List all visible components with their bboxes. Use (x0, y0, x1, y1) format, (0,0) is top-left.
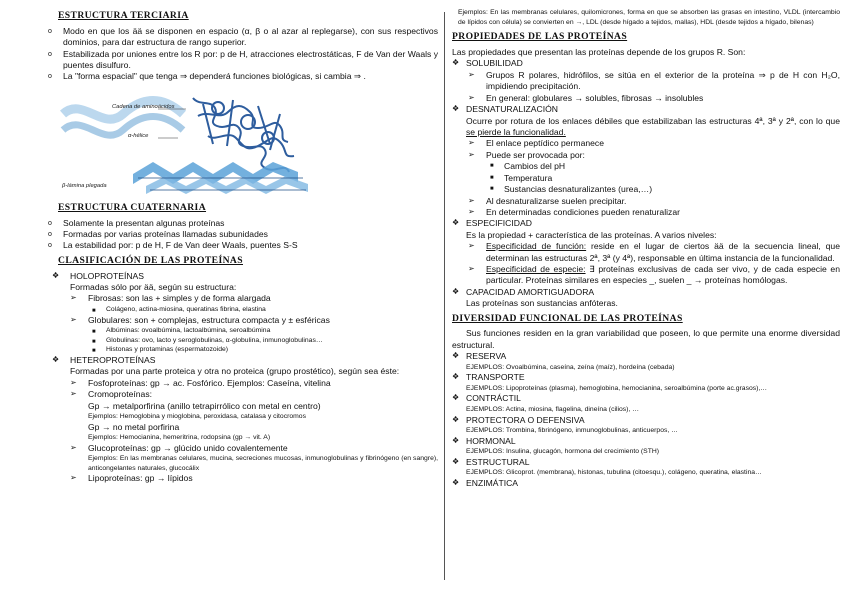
propiedades-intro: Las propiedades que presentan las proteínas depende de los grupos R. Son: (452, 47, 746, 58)
cromo-line: Gp → no metal porfirina (88, 421, 180, 432)
arrow-bullet-icon: ➢ (70, 314, 77, 324)
arrow-bullet-icon: ➢ (468, 206, 475, 216)
arrow-bullet-icon: ➢ (468, 149, 475, 159)
function-example: EJEMPLOS: Glicoprot. (membrana), histonas, tubulina (citoesqu.), colágeno, queratina, elastina… (466, 469, 762, 477)
desnaturalizacion-intro: Ocurre por rotura de los enlaces débiles que estabilizaban las estructuras 4ª, 3ª y 2ª, con lo que se pierde la funcionalidad. (466, 115, 840, 137)
list-item: ➢ El enlace peptídico permanece (468, 138, 605, 149)
cromo-line: Ejemplos: Hemocianina, hemeritrina, rodopsina (gp → vit. A) (88, 434, 271, 442)
heading-cuaternaria: ESTRUCTURA CUATERNARIA (58, 201, 207, 213)
gluco-examples: Ejemplos: En las membranas celulares, mucina, secreciones mucosas, inmunoglobulinas y fibrinógeno (en sangre), anticongelantes naturales, glucocálix (88, 455, 438, 472)
function-example: EJEMPLOS: Insulina, glucagón, hormona del crecimiento (STH) (466, 448, 660, 455)
diamond-bullet-icon: ❖ (452, 58, 460, 68)
diamond-bullet-icon: ❖ (52, 354, 60, 364)
list-item: ➢ Fibrosas: son las + simples y de forma alargada (70, 293, 271, 304)
diamond-bullet-icon: ❖ (452, 477, 460, 487)
heading-propiedades: PROPIEDADES DE LAS PROTEÍNAS (452, 31, 628, 43)
function-example: EJEMPLOS: Actina, miosina, flagelina, dineína (cilios), … (466, 405, 640, 413)
especificidad-label: ❖ ESPECIFICIDAD (452, 218, 532, 229)
cromo-line: Ejemplos: Hemoglobina y mioglobina, peroxidasa, catalasa y citocromos (88, 412, 306, 420)
heteroproteinas-label: ❖ HETEROPROTEÍNAS (52, 354, 156, 365)
list-item: ■ Cambios del pH (490, 161, 566, 172)
square-bullet-icon: ■ (490, 174, 494, 181)
tangled-chain (193, 98, 294, 172)
function-example: EJEMPLOS: Lipoproteínas (plasma), hemoglobina, hemocianina, seroalbúmina (porte ac.grasos),… (466, 384, 768, 392)
function-example: EJEMPLOS: Trombina, fibrinógeno, inmunoglobulinas, anticuerpos, … (466, 426, 678, 434)
square-bullet-icon: ■ (92, 348, 96, 355)
function-estructural: ❖ ESTRUCTURAL (452, 456, 530, 467)
diamond-bullet-icon: ❖ (452, 456, 460, 466)
list-item: ■ Colágeno, actina-miosina, queratinas fibrina, elastina (92, 305, 266, 314)
list-cuaternaria (48, 217, 438, 252)
function-protectora: ❖ PROTECTORA O DEFENSIVA (452, 414, 585, 425)
figure-label-domain: Cadena de aminoácidos (112, 103, 175, 110)
diamond-bullet-icon: ❖ (52, 270, 60, 280)
list-item: ■ Sustancias desnaturalizantes (urea,…) (490, 184, 653, 195)
arrow-bullet-icon: ➢ (70, 473, 77, 483)
circle-bullet-icon: o (48, 231, 52, 239)
square-bullet-icon: ■ (92, 307, 96, 314)
circle-bullet-icon: o (48, 219, 52, 227)
list-item: ■ Temperatura (490, 172, 553, 183)
circle-bullet-icon: o (48, 73, 52, 81)
heading-terciaria: ESTRUCTURA TERCIARIA (58, 10, 189, 21)
square-bullet-icon: ■ (92, 328, 96, 335)
square-bullet-icon: ■ (490, 163, 494, 170)
right-column (452, 8, 840, 489)
circle-bullet-icon: o (48, 50, 52, 58)
hetero-intro: Formadas por una parte proteica y otra no proteica (grupo prostético), según sea éste: (70, 366, 400, 377)
list-item: ➢ Globulares: son + complejas, estructura compacta y ± esféricas (70, 314, 330, 325)
arrow-bullet-icon: ➢ (468, 138, 475, 148)
list-item: ■ Histonas y protaminas (espermatozoide) (92, 346, 229, 355)
protein-structure-figure (58, 86, 438, 198)
diamond-bullet-icon: ❖ (452, 414, 460, 424)
list-item: ➢ Grupos R polares, hidrófilos, se sitúa en el exterior de la proteína ⇒ p de H con H₂O, impidiendo precipitación. (468, 69, 840, 92)
list-item: ➢ En general: globulares → solubles, fibrosas → insolubles (468, 92, 704, 103)
cromo-line: Gp → metalporfirina (anillo tetrapirrólico con metal en centro) (88, 400, 321, 411)
circle-bullet-icon: o (48, 27, 52, 35)
diamond-bullet-icon: ❖ (452, 393, 460, 403)
list-item: ➢ Fosfoproteínas: gp → ac. Fosfórico. Ejemplos: Caseína, vitelina (70, 377, 331, 388)
column-divider (444, 12, 445, 580)
diamond-bullet-icon: ❖ (452, 372, 460, 382)
square-bullet-icon: ■ (490, 186, 494, 193)
figure-label-helix: α-hélice (128, 132, 149, 139)
list-item: ➢ Cromoproteínas: (70, 389, 153, 400)
list-terciaria (48, 25, 438, 83)
beta-sheet (133, 162, 308, 194)
arrow-bullet-icon: ➢ (70, 442, 77, 452)
function-reserva: ❖ RESERVA (452, 351, 507, 362)
arrow-bullet-icon: ➢ (468, 241, 475, 251)
lipo-examples: Ejemplos: En las membranas celulares, quilomicrones, forma en que se absorben las grasas en intestino, VLDL (intercambio de lípidos con célula) se convierten en →, LDL (desde hígado a tejidos, mallas), HDL (desde tejidos a hígado, bilenas) (458, 9, 840, 26)
list-item: ➢ Puede ser provocada por: (468, 149, 585, 160)
holoproteinas-label: ❖ HOLOPROTEÍNAS (52, 270, 145, 281)
list-item: ➢ En determinadas condiciones pueden renaturalizar (468, 206, 680, 217)
circle-bullet-icon: o (48, 242, 52, 250)
holo-intro: Formadas sólo por ää, según su estructura: (70, 282, 237, 293)
list-item: o Modo en que los ää se disponen en espacio (α, β o al azar al replegarse), con sus respectivos dominios, para dar estructura de rango superior. (48, 25, 438, 48)
function-hormonal: ❖ HORMONAL (452, 435, 516, 446)
diamond-bullet-icon: ❖ (452, 435, 460, 445)
diversidad-intro: Sus funciones residen en la gran variabilidad que poseen, lo que permite una enorme diversidad estructural. (452, 328, 840, 350)
list-item: o Formadas por varias proteínas llamadas subunidades (48, 229, 268, 240)
diamond-bullet-icon: ❖ (452, 218, 460, 228)
amortiguadora-label: ❖ CAPACIDAD AMORTIGUADORA (452, 286, 595, 297)
diamond-bullet-icon: ❖ (452, 104, 460, 114)
square-bullet-icon: ■ (92, 338, 96, 345)
diamond-bullet-icon: ❖ (452, 351, 460, 361)
list-item: ■ Albúminas: ovoalbúmina, lactoalbúmina, seroalbúmina (92, 326, 271, 335)
protein-illustration (58, 86, 328, 198)
left-column (48, 10, 438, 485)
amortiguadora-text: Las proteínas son sustancias anfóteras. (466, 298, 618, 309)
function-enzimatica: ❖ ENZIMÁTICA (452, 477, 519, 488)
list-item: ■ Globulinas: ovo, lacto y seroglobulinas, α-globulina, inmunoglobulinas… (92, 336, 323, 345)
arrow-bullet-icon: ➢ (70, 389, 77, 399)
arrow-bullet-icon: ➢ (468, 195, 475, 205)
list-item: ➢ Especificidad de función: reside en el lugar de ciertos ää de la secuencia lineal, que determinan las estructuras 2ª, 3ª (y 4ª), responsable en última instancia de la funcionalidad. (468, 241, 840, 263)
heading-clasificacion: CLASIFICACIÓN DE LAS PROTEÍNAS (58, 254, 243, 266)
list-item: ➢ Al desnaturalizarse suelen precipitar. (468, 195, 627, 206)
list-item: o Estabilizada por uniones entre los R por: p de H, atracciones electrostáticas, F de Van der Waals y puentes disulfuro. (48, 48, 438, 71)
arrow-bullet-icon: ➢ (468, 92, 475, 102)
figure-label-sheet: β-lámina plegada (62, 182, 107, 189)
list-item: o La "forma espacial" que tenga ⇒ dependerá funciones biológicas, si cambia ⇒ . (48, 71, 366, 82)
list-item: ➢ Lipoproteínas: gp → lípidos (70, 473, 193, 484)
arrow-bullet-icon: ➢ (70, 377, 77, 387)
heading-diversidad: DIVERSIDAD FUNCIONAL DE LAS PROTEÍNAS (452, 312, 683, 324)
list-item: ➢ Glucoproteínas: gp → glúcido unido covalentemente (70, 442, 288, 453)
desnaturalizacion-label: ❖ DESNATURALIZACIÓN (452, 104, 558, 115)
function-transporte: ❖ TRANSPORTE (452, 372, 525, 383)
list-item: o Solamente la presentan algunas proteínas (48, 217, 225, 228)
arrow-bullet-icon: ➢ (70, 293, 77, 303)
solubilidad-label: ❖ SOLUBILIDAD (452, 58, 523, 69)
especificidad-intro: Es la propiedad + característica de las proteínas. A varios niveles: (466, 229, 717, 240)
function-contractil: ❖ CONTRÁCTIL (452, 393, 521, 404)
list-item: ➢ Especificidad de especie: ∃ proteínas exclusivas de cada ser vivo, y de cada especie en particular. Proteínas similares en especies _, suelen _ → proteínas homólogas. (468, 264, 840, 286)
diamond-bullet-icon: ❖ (452, 286, 460, 296)
list-item: o La estabilidad por: p de H, F de Van deer Waals, puentes S-S (48, 240, 298, 251)
function-example: EJEMPLOS: Ovoalbúmina, caseína, zeína (maíz), hordeína (cebada) (466, 363, 675, 371)
arrow-bullet-icon: ➢ (468, 264, 475, 274)
arrow-bullet-icon: ➢ (468, 69, 475, 79)
